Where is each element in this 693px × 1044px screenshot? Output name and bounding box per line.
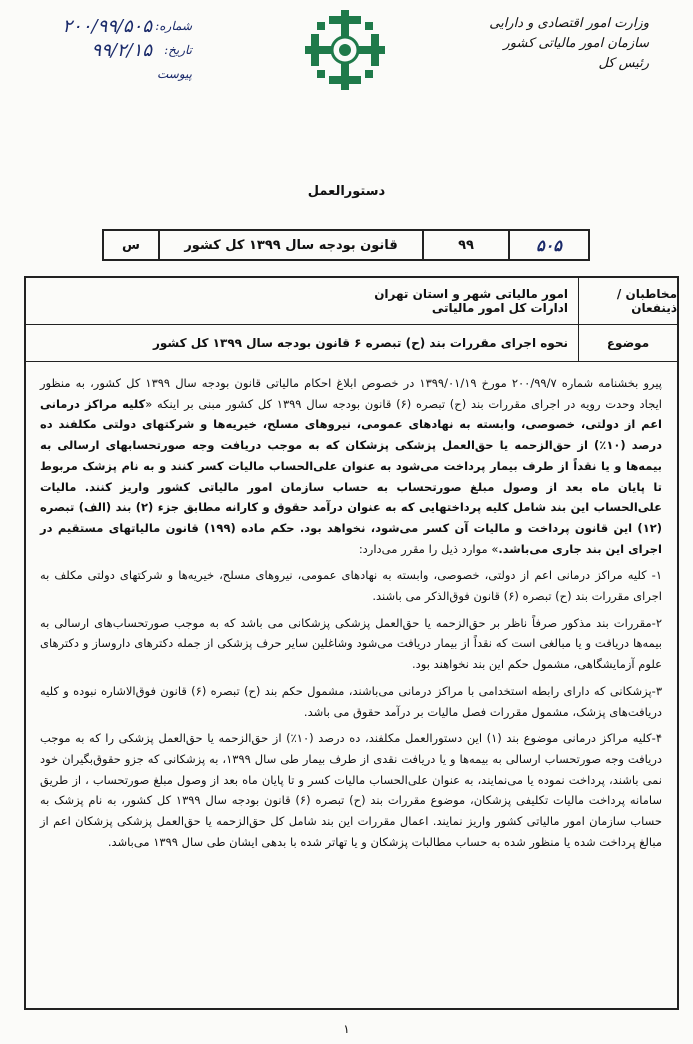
ministry-header [449, 14, 649, 74]
clause-3: ۳-پزشکانی که دارای رابطه استخدامی با مراکز درمانی می‌باشند، مشمول حکم بند (ح) تبصره (۶) قانون فوق‌الاشاره نبوده و کلیه دریافت‌های پزشک، مشمول مقررات فصل مالیات بر درآمد حقوق می باشد. [40, 683, 662, 719]
ministry-line: سازمان امور مالیاتی کشور [503, 36, 649, 51]
clause-1: ۱- کلیه مراکز درمانی اعم از دولتی، خصوصی، وابسته به نهادهای عمومی، نیروهای مسلح، خیریه‌ها و شرکتهای دولتی مکلف به اجرای مقررات بند (ح) تبصره (۶) قانون فوق‌الذکر می باشند. [40, 568, 662, 604]
subject-value: نحوه اجرای مقررات بند (ح) تبصره ۶ قانون بودجه سال ۱۳۹۹ کل کشور [153, 336, 568, 350]
page-number: ۱ [343, 1022, 350, 1036]
code-cell: ۵۰۵ [508, 231, 588, 259]
year-cell: ۹۹ [422, 231, 508, 259]
number-value: ۲۰۰/۹۹/۵۰۵ [62, 15, 152, 37]
number-label: شماره: [155, 19, 192, 33]
date-value: ۹۹/۲/۱۵ [91, 39, 152, 61]
date-label: تاریخ: [164, 43, 192, 57]
letter-cell: س [122, 237, 140, 253]
intro-text: پیرو بخشنامه شماره ۲۰۰/۹۹/۷ مورخ ۱۳۹۹/۰۱/۱۹ در خصوص ابلاغ احکام مالیاتی قانون بودجه سال ۱۳۹۹ کل کشور، به منظور ایجاد وحدت رویه در اجرای مقررات بند (ح) تبصره (۶) قانون بودجه سال ۱۳۹۹ کل کشور مبنی بر اینکه « [40, 376, 663, 411]
letter-date-row [22, 38, 192, 62]
subject-label: موضوع [578, 325, 677, 361]
recipients-row [26, 278, 677, 325]
intro-paragraph [40, 373, 662, 559]
intro-tail: » موارد ذیل را مقرر می‌دارد: [358, 541, 499, 556]
letter-number-row [22, 14, 192, 38]
recipient-line: امور مالیاتی شهر و استان تهران [374, 287, 568, 301]
clause-2: ۲-مقررات بند مذکور صرفاً ناظر بر حق‌الزحمه یا حق‌العمل پزشکی پزشکانی می باشد که به موجب صورتحساب‌های ارسالی به بیمه‌ها دریافت و یا مبالغی است که نقداً از بیمار دریافت می‌شود وشاغلین سایر حرف پزشکی از جمله دکترهای داروساز و دکترهای علوم آزمایشگاهی، مشمول حکم این بند نخواهند بود. [40, 615, 662, 672]
ministry-line: رئیس کل [598, 56, 649, 71]
attachment-row [22, 62, 192, 86]
code-bar [102, 229, 590, 261]
subject-row [26, 325, 677, 362]
recipient-line: ادارات کل امور مالیاتی [431, 301, 568, 315]
law-cell: قانون بودجه سال ۱۳۹۹ کل کشور [158, 231, 422, 259]
clause-4: ۴-کلیه مراکز درمانی موضوع بند (۱) این دستورالعمل مکلفند، ده درصد (۱۰٪) از حق‌الزحمه یا حق‌العمل پزشکی را که به موجب دریافت وجه صورتحساب ارسالی به بیمه‌ها و یا دریافت نقدی از طرف بیمار طی سال ۱۳۹۹، به پزشکانی که جزو حقوق‌بگیران خود نمی باشند، پرداخت نموده یا می‌نمایند، به عنوان علی‌الحساب مالیات کسر و تا پایان ماه بعد از وصول مبلغ صورتحساب ، از طریق سامانه پرداخت مالیات تکلیفی پزشکان، موضوع مقررات بند (ح) تبصره (۶) قانون بودجه سال ۱۳۹۹ کل کشور، به نام پزشک به حساب سازمان امور مالیاتی کشور واریز نمایند. اعمال مقررات این بند شامل کل حق‌الزحمه یا حق‌العمل پزشکی پزشکان اعم از مبالغ پرداخت شده یا منظور شده به حساب مطالبات پزشکان و یا تهاتر شده با بدهی ایشان طی سال ۱۳۹۹ می‌باشد. [40, 731, 662, 849]
recipients-label: مخاطبان / ذینفعان [578, 278, 677, 324]
main-box [24, 276, 679, 1010]
tax-organization-logo [303, 8, 387, 92]
ministry-line: وزارت امور اقتصادی و دارایی [489, 16, 649, 31]
quoted-law-text: کلیه مراکز درمانی اعم از دولتی، خصوصی، وابسته به نهادهای عمومی، نیروهای مسلح، خیریه‌ها و شرکتهای دولتی مکلفند ده درصد (۱۰٪) از حق‌الزحمه یا حق‌العمل پزشکی پزشکان که به موجب دریافت وجه صورتحسابهای ارسالی به بیمه‌ها و یا نقداً از طرف بیمار پرداخت می‌شود به عنوان علی‌الحساب مالیات کسر کنند و به نام پزشک مربوط تا پایان ماه بعد از وصول مبلغ صورتحساب به حساب سازمان امور مالیاتی کشور واریز کنند. مالیات علی‌الحساب این بند شامل کلیه پرداختهایی که به عنوان درآمد حقوق و کارانه مطابق جزء (۲) بند (الف) تبصره (۱۲) این قانون پرداخت و مالیات آن کسر می‌شود، نخواهد بود. حکم ماده (۱۹۹) قانون مالیاتهای مستقیم در اجرای این بند جاری می‌باشد. [40, 396, 662, 556]
letter-meta [22, 14, 192, 86]
recipients-value [26, 278, 578, 324]
document-body [40, 373, 662, 858]
attachment-label: پیوست [157, 67, 192, 81]
document-title: دستورالعمل [307, 184, 386, 199]
